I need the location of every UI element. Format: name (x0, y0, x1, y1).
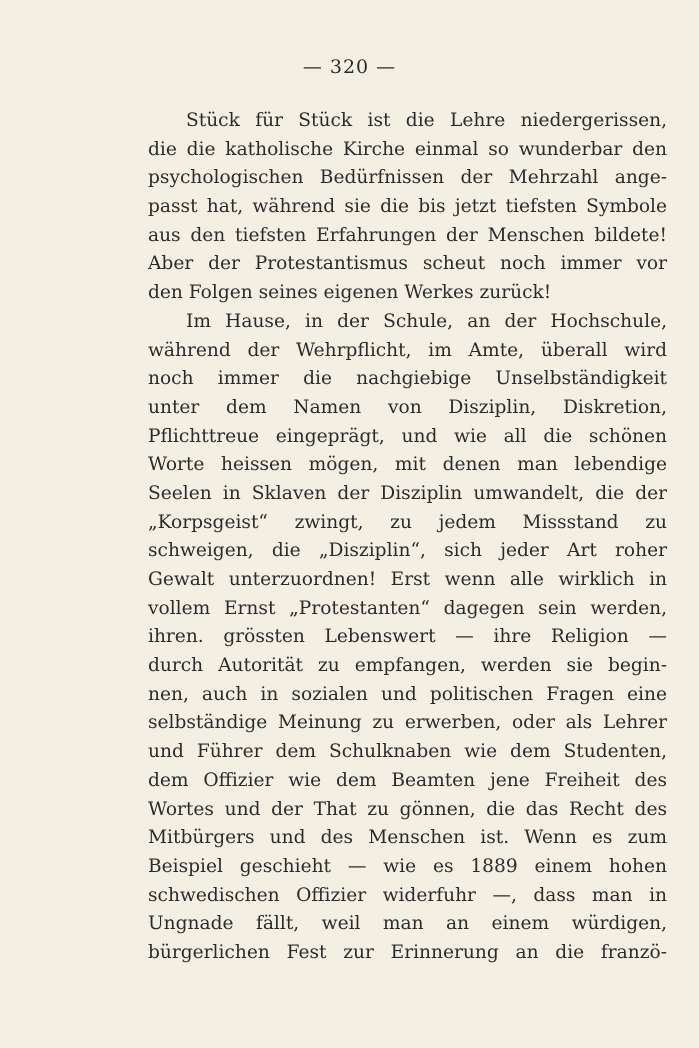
text-line: und Führer dem Schulknaben wie dem Studenten, (148, 741, 667, 763)
text-line: ihren. grössten Lebenswert — ihre Religion — (148, 626, 667, 648)
text-line: schwedischen Offizier widerfuhr —, dass man in (148, 884, 667, 906)
text-line: Ungnade fällt, weil man an einem würdigen, (148, 913, 667, 935)
text-line: selbständige Meinung zu erwerben, oder als Lehrer (148, 712, 667, 734)
page-number: — 320 — (302, 56, 397, 78)
text-line: Aber der Protestantismus scheut noch immer vor (148, 253, 667, 275)
text-line: Worte heissen mögen, mit denen man lebendige (148, 454, 667, 476)
text-line: psychologischen Bedürfnissen der Mehrzahl ange- (148, 167, 667, 189)
text-line: Stück für Stück ist die Lehre niedergerissen, (186, 110, 667, 131)
text-line: dem Offizier wie dem Beamten jene Freiheit des (148, 769, 667, 791)
text-line: Beispiel geschieht — wie es 1889 einem hohen (148, 855, 667, 877)
text-line: bürgerlichen Fest zur Erinnerung an die franzö- (148, 941, 667, 963)
text-line: Seelen in Sklaven der Disziplin umwandelt, die der (148, 482, 667, 504)
text-line: die die katholische Kirche einmal so wunderbar den (148, 138, 667, 160)
text-line: Mitbürgers und des Menschen ist. Wenn es zum (148, 827, 667, 849)
text-line: den Folgen seines eigenen Werkes zurück! (148, 282, 552, 304)
text-line: nen, auch in sozialen und politischen Fragen eine (148, 683, 667, 705)
text-line: Wortes und der That zu gönnen, die das Recht des (148, 798, 667, 820)
text-line: passt hat, während sie die bis jetzt tiefsten Symbole (148, 196, 667, 218)
text-line: aus den tiefsten Erfahrungen der Menschen bildete! (148, 224, 667, 246)
text-line: „Korpsgeist“ zwingt, zu jedem Missstand zu (148, 511, 667, 533)
text-line: während der Wehrpflicht, im Amte, überall wird (148, 339, 667, 361)
text-line: schweigen, die „Disziplin“, sich jeder Art roher (148, 540, 667, 562)
text-line: noch immer die nachgiebige Unselbständigkeit (148, 368, 667, 390)
text-line: Gewalt unterzuordnen! Erst wenn alle wirklich in (148, 569, 667, 590)
text-line: vollem Ernst „Protestanten“ dagegen sein werden, (148, 597, 667, 619)
text-line: durch Autorität zu empfangen, werden sie begin- (148, 655, 667, 677)
body-text (148, 107, 667, 968)
text-line: Pflichttreue eingeprägt, und wie all die schönen (148, 425, 667, 447)
text-line: unter dem Namen von Disziplin, Diskretion, (148, 396, 667, 418)
text-line: Im Hause, in der Schule, an der Hochschule, (186, 310, 667, 332)
